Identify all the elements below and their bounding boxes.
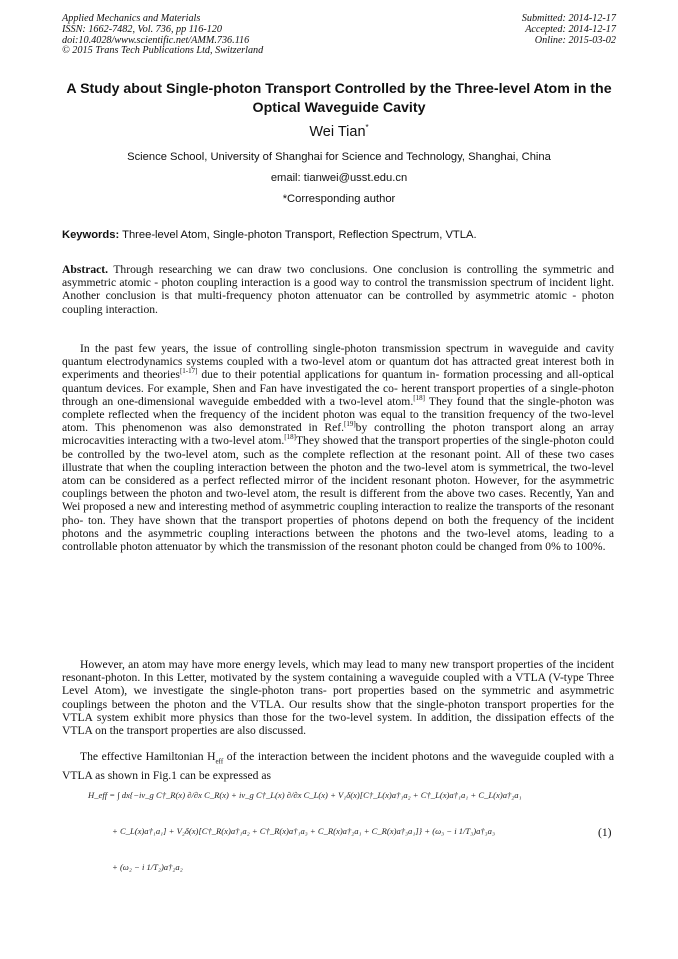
hamiltonian-subscript: eff bbox=[215, 757, 224, 766]
author-name: Wei Tian bbox=[309, 123, 366, 140]
journal-copyright: © 2015 Trans Tech Publications Ltd, Switzerland bbox=[62, 45, 264, 57]
p1-text: due to their potential applications for quantum in- formation processing and all-optical quantum devices. For example, Shen and Fan have investigated the co- herent transport properties of a single-photon through an one-dimensional waveguide embedded with a two-level atom. bbox=[62, 368, 614, 408]
submitted-date: Submitted: 2014-12-17 bbox=[521, 13, 616, 24]
equation-line-2: + C_L(x)a†₁a₁] + V₂δ(x)[C†_R(x)a†₁a₂ + C†_R(x)a†₁a₃ + C_R(x)a†₂a₁ + C_R(x)a†₃a₁]} + (ω₃ − i 1/T₃)a†₃a₃ bbox=[112, 826, 495, 836]
abstract-label: Abstract. bbox=[62, 263, 109, 276]
citation[interactable]: [18] bbox=[413, 393, 425, 402]
affiliation: Science School, University of Shanghai for Science and Technology, Shanghai, China bbox=[127, 151, 551, 163]
body-paragraph-1 bbox=[62, 342, 614, 553]
citation[interactable]: [18] bbox=[284, 433, 296, 442]
body-paragraph-2: However, an atom may have more energy levels, which may lead to many new transport properties of the incident resonant-photon. In this Letter, motivated by the system containing a waveguide coupled with a VTLA (V-type Three Level Atom), we investigate the single-photon trans- port properties based on the symmetric and asymmetric couplings between the photon and the VTLA. Our results show that the single-photon transport properties for the VTLA system exhibit more physics than those for the two-level system. In addition, the dissipation effects of the VTLA on the transport properties are also discussed. bbox=[62, 658, 614, 738]
journal-header-left bbox=[62, 14, 263, 57]
author-mark: * bbox=[365, 123, 369, 132]
author-line bbox=[0, 123, 678, 140]
equation-line-1: H_eff = ∫ dx{−iv_g C†_R(x) ∂/∂x C_R(x) + iv_g C†_L(x) ∂/∂x C_L(x) + V₁δ(x)[C†_L(x)a†₁a₂ + C†_L(x)a†₁a₁ + C_L(x)a†₂a₁ bbox=[88, 790, 522, 800]
abstract-text: Through researching we can draw two conclusions. One conclusion is controlling the symmetric and asymmetric atomic - photon coupling interaction is a good way to control the transmission spectrum of incident light. Another conclusion is that multi-frequency photon attenuator can be controlled by asymmetric atomic - photon coupling interaction. bbox=[62, 263, 614, 316]
author-email[interactable]: email: tianwei@usst.edu.cn bbox=[270, 172, 408, 184]
journal-header-right bbox=[522, 14, 616, 46]
accepted-date: Accepted: 2014-12-17 bbox=[525, 23, 616, 35]
abstract-paragraph bbox=[62, 263, 614, 316]
p3-text: The effective Hamiltonian H bbox=[80, 750, 216, 763]
journal-issn: ISSN: 1662-7482, Vol. 736, pp 116-120 bbox=[62, 23, 222, 35]
online-date: Online: 2015-03-02 bbox=[534, 34, 616, 46]
p1-text: In the past few years, the issue of controlling single-photon transmission spectrum in waveguide and cavity quantum electrodynamics systems coupled with a two-level atom or quantum dot has attracted great interest both in experiments and theories bbox=[62, 342, 614, 382]
p1-text: by controlling the photon transport along an array microcavities interacting with a two-level atom. bbox=[62, 421, 614, 448]
body-paragraph-3 bbox=[62, 750, 614, 782]
paper-title: A Study about Single-photon Transport Controlled by the Three-level Atom in the Optical Waveguide Cavity bbox=[66, 81, 612, 116]
keywords-line bbox=[62, 229, 622, 241]
keywords-text: Three-level Atom, Single-photon Transport, Reflection Spectrum, VTLA. bbox=[119, 229, 477, 241]
citation[interactable]: [1-17] bbox=[179, 367, 198, 376]
journal-name: Applied Mechanics and Materials bbox=[62, 13, 201, 24]
p1-text: They found that the single-photon was complete reflected when the frequency of the incident photon was equal to the transition frequency of the two-level atom. This phenomenon was also demonstrated in Ref. bbox=[62, 394, 615, 435]
equation-number: (1) bbox=[598, 826, 612, 839]
p1-text: They showed that the transport properties of the single-photon could be controlled by the two-level atom, such as the complete reflection at the resonant point. All of these two cases illustrate that when the coupling interaction between the photon and the two-level atom is symmetrical, the two-level atom can be considered as a perfect reflected mirror of the incident resonant photon. However, for the asymmetric couplings between the photon and two-level atom, the result is different from the above two cases. Recently, Yan and Wei proposed a new and interesting method of asymmetric coupling interaction to realize the transports of the resonant pho- ton. They have shown that the transport properties of photons depend on both the frequency of the incident photons and the asymmetric coupling interactions between the photons and the two-level atoms, leading to a controllable photon attenuator by which the transmission of the resonant photon could be changed from 0% to 100%. bbox=[62, 434, 614, 554]
corresponding-note: *Corresponding author bbox=[282, 193, 396, 205]
journal-doi[interactable]: doi:10.4028/www.scientific.net/AMM.736.116 bbox=[62, 34, 250, 46]
equation-line-3: + (ω₂ − i 1/T₂)a†₂a₂ bbox=[112, 862, 183, 872]
citation[interactable]: [19] bbox=[343, 420, 356, 429]
p3-text: of the interaction between the incident photons and the waveguide coupled with a VTLA as shown in Fig.1 can be expressed as bbox=[62, 750, 614, 782]
keywords-label: Keywords: bbox=[62, 229, 120, 241]
